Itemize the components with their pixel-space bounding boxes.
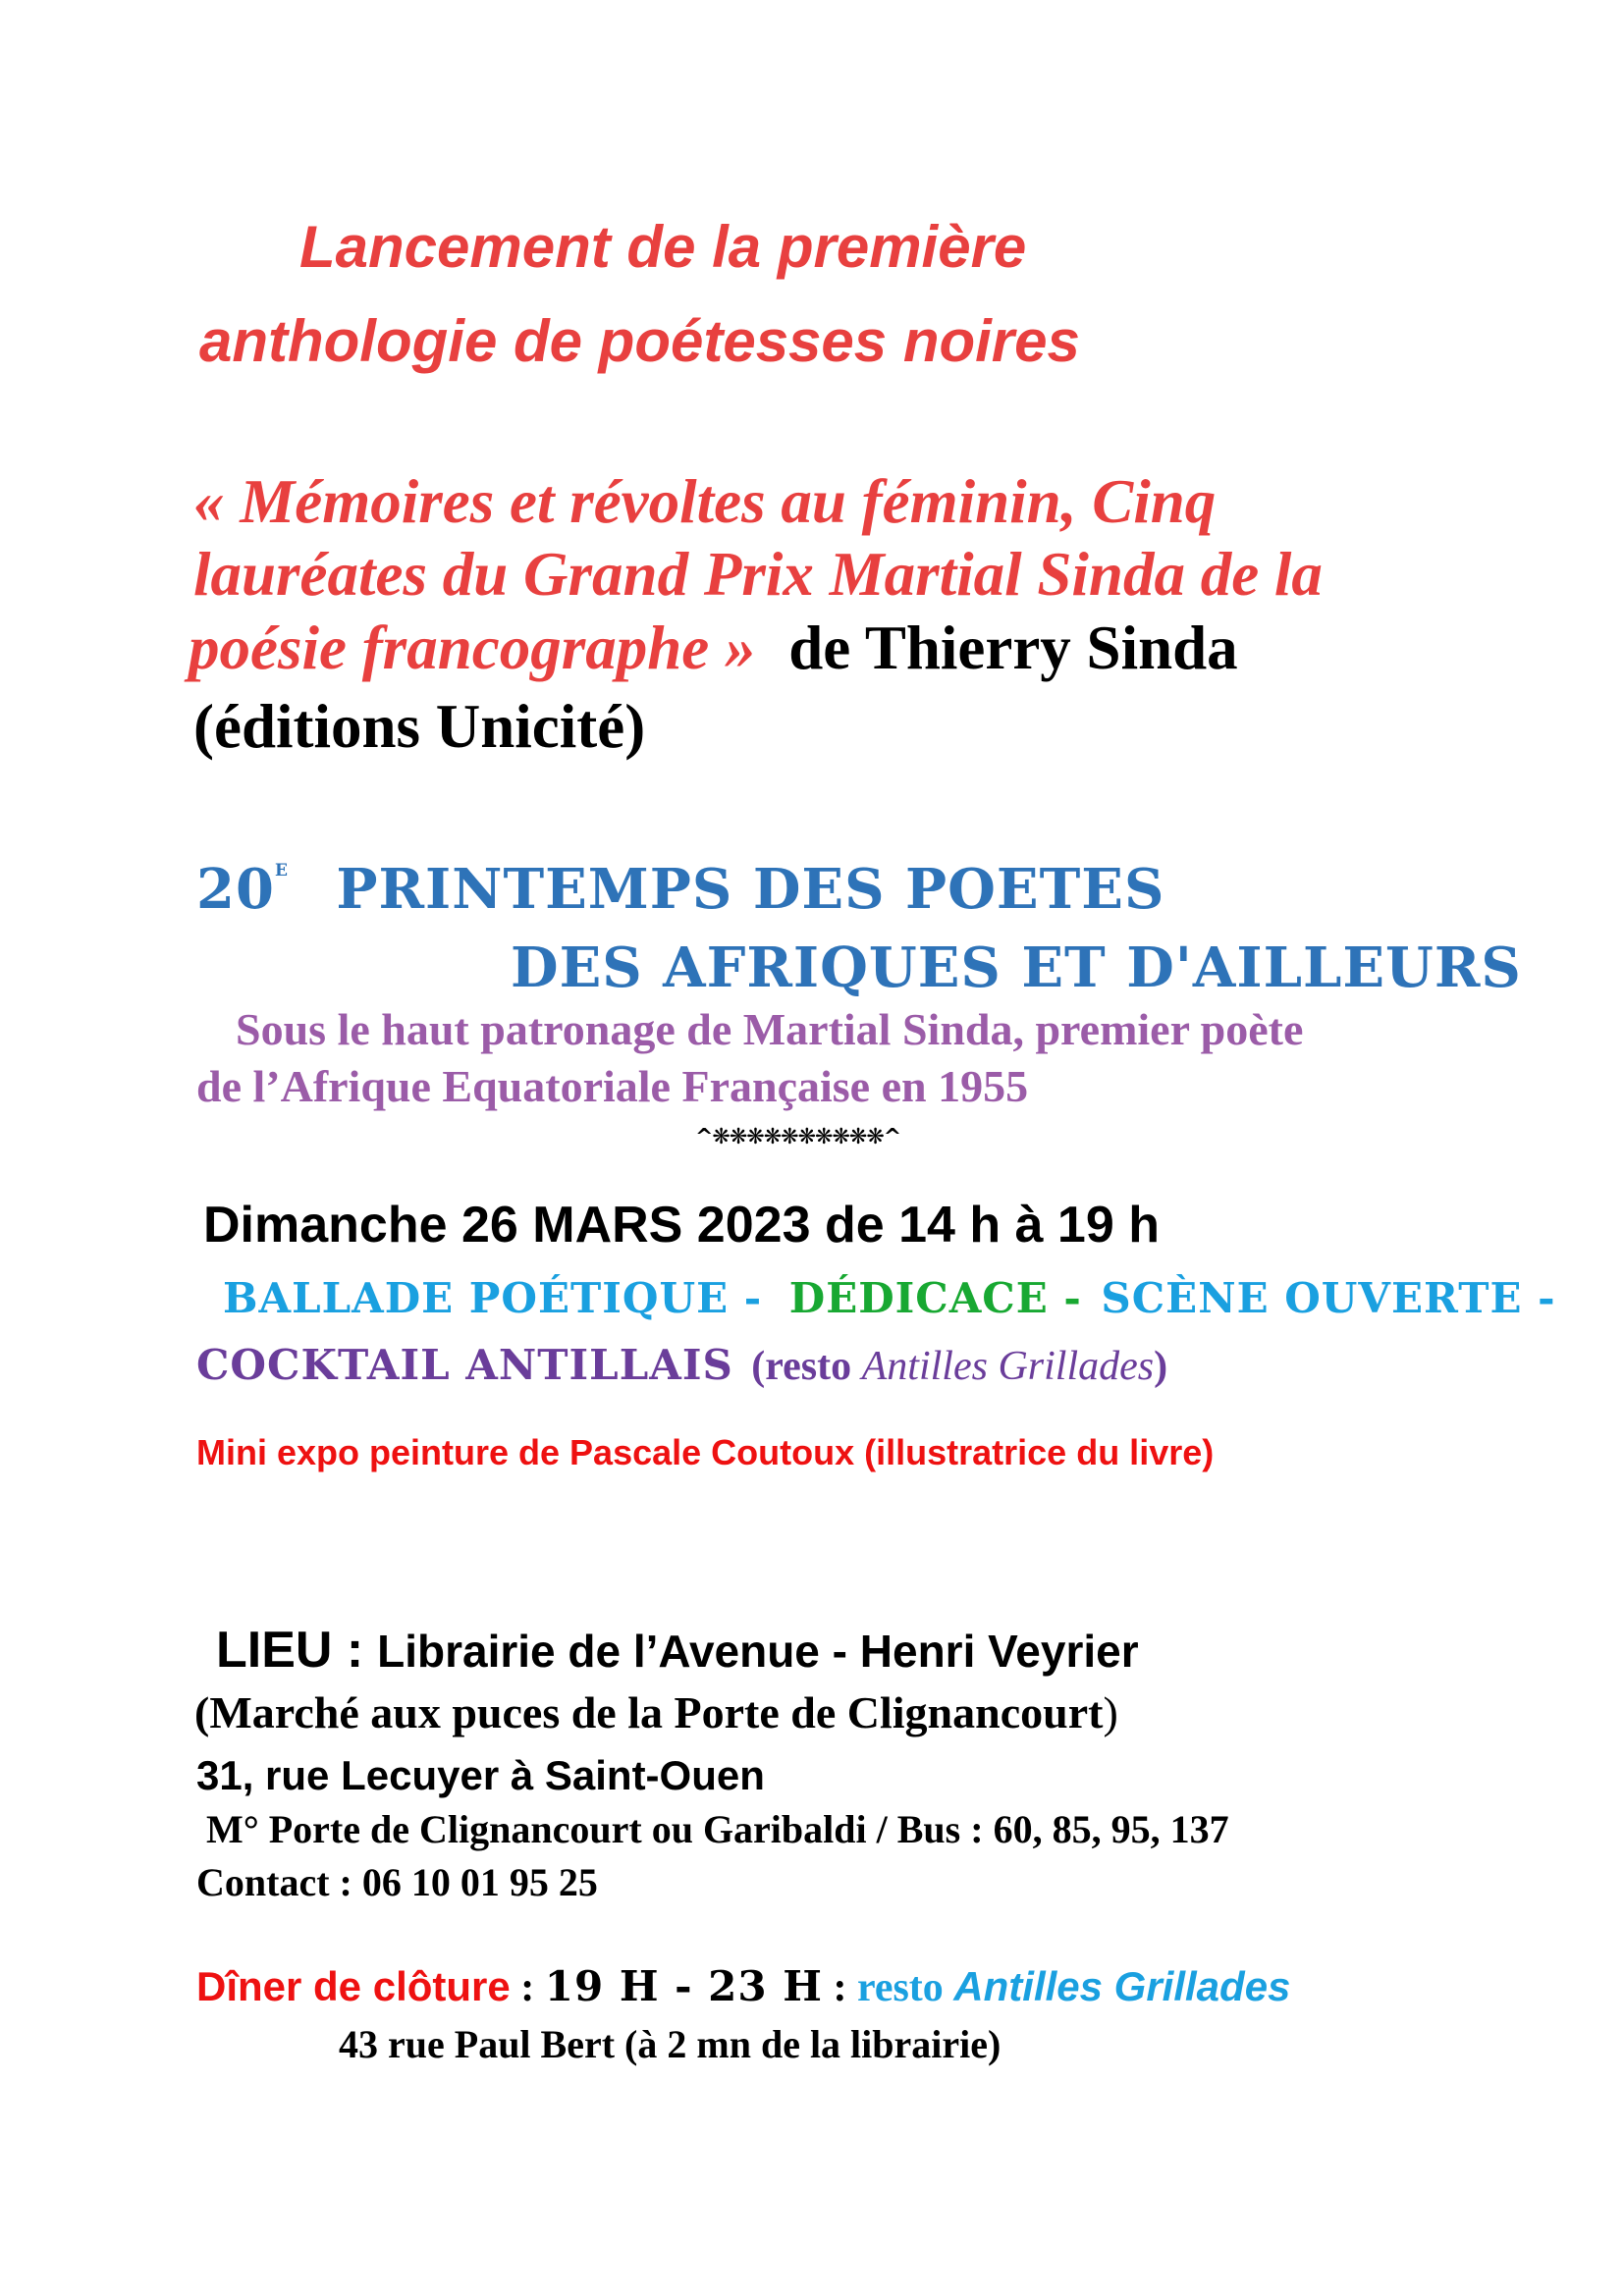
dinner-resto: resto [856, 1965, 944, 2010]
lieu-line [216, 1622, 1139, 1679]
lieu-label: LIEU : [216, 1622, 364, 1679]
title-line-2: anthologie de poétesses noires [199, 308, 1080, 374]
dinner-resto-name: Antilles Grillades [953, 1963, 1291, 2009]
dinner-label: Dîner de clôture [196, 1963, 511, 2009]
book-title-end: poésie francographe » [189, 614, 756, 682]
patronage-line-1: Sous le haut patronage de Martial Sinda, premier poète [236, 1004, 1304, 1054]
activity-scene: SCÈNE OUVERTE - [1101, 1274, 1556, 1322]
festival-number-sup: e [274, 853, 289, 881]
marche-text: (Marché aux puces de la Porte de Clignancourt [194, 1687, 1104, 1737]
book-line-3 [189, 614, 1238, 682]
dinner-address: 43 rue Paul Bert (à 2 mn de la librairie) [339, 2022, 1001, 2066]
festival-line-1 [196, 853, 1165, 922]
lieu-name: Librairie de l’Avenue - Henri Veyrier [377, 1626, 1139, 1677]
cocktail-resto-close: ) [1154, 1344, 1168, 1389]
festival-number: 20 [196, 857, 275, 922]
cocktail-resto-open: (resto [751, 1344, 852, 1389]
cocktail-label: COCKTAIL ANTILLAIS [196, 1341, 733, 1389]
title-line-1: Lancement de la première [299, 214, 1027, 280]
book-line-1: « Mémoires et révoltes au féminin, Cinq [193, 467, 1217, 536]
festival-line-2: DES AFRIQUES ET D'AILLEURS [511, 935, 1522, 1000]
book-author: de Thierry Sinda [788, 614, 1238, 682]
marche-close: ) [1103, 1687, 1118, 1737]
book-line-2: lauréates du Grand Prix Martial Sinda de la [193, 540, 1323, 609]
event-date: Dimanche 26 MARS 2023 de 14 h à 19 h [203, 1197, 1160, 1254]
festival-name-1: PRINTEMPS DES POETES [336, 857, 1165, 922]
activity-ballade: BALLADE POÉTIQUE - [223, 1274, 763, 1322]
dinner-sep-2: : [833, 1965, 847, 2010]
transport-line: M° Porte de Clignancourt ou Garibaldi / Bus : 60, 85, 95, 137 [206, 1807, 1229, 1851]
dinner-time: 19 H - 23 H [544, 1962, 823, 2010]
expo-line: Mini expo peinture de Pascale Coutoux (illustratrice du livre) [196, 1432, 1215, 1472]
activity-dedicace: DÉDICACE - [788, 1274, 1082, 1322]
contact-line: Contact : 06 10 01 95 25 [196, 1860, 598, 1904]
patronage-line-2: de l’Afrique Equatoriale Française en 1955 [196, 1061, 1029, 1111]
activities-line [223, 1274, 1556, 1322]
dinner-sep-1: : [520, 1965, 535, 2010]
dinner-line [196, 1962, 1291, 2010]
cocktail-resto-name: Antilles Grillades [861, 1344, 1155, 1389]
ornament-divider: ^❋❋❋❋❋❋❋❋❋❋^ [695, 1125, 901, 1149]
address-line: 31, rue Lecuyer à Saint-Ouen [196, 1752, 765, 1798]
marche-line [194, 1687, 1118, 1737]
book-publisher: (éditions Unicité) [193, 692, 646, 761]
cocktail-line [196, 1341, 1168, 1389]
